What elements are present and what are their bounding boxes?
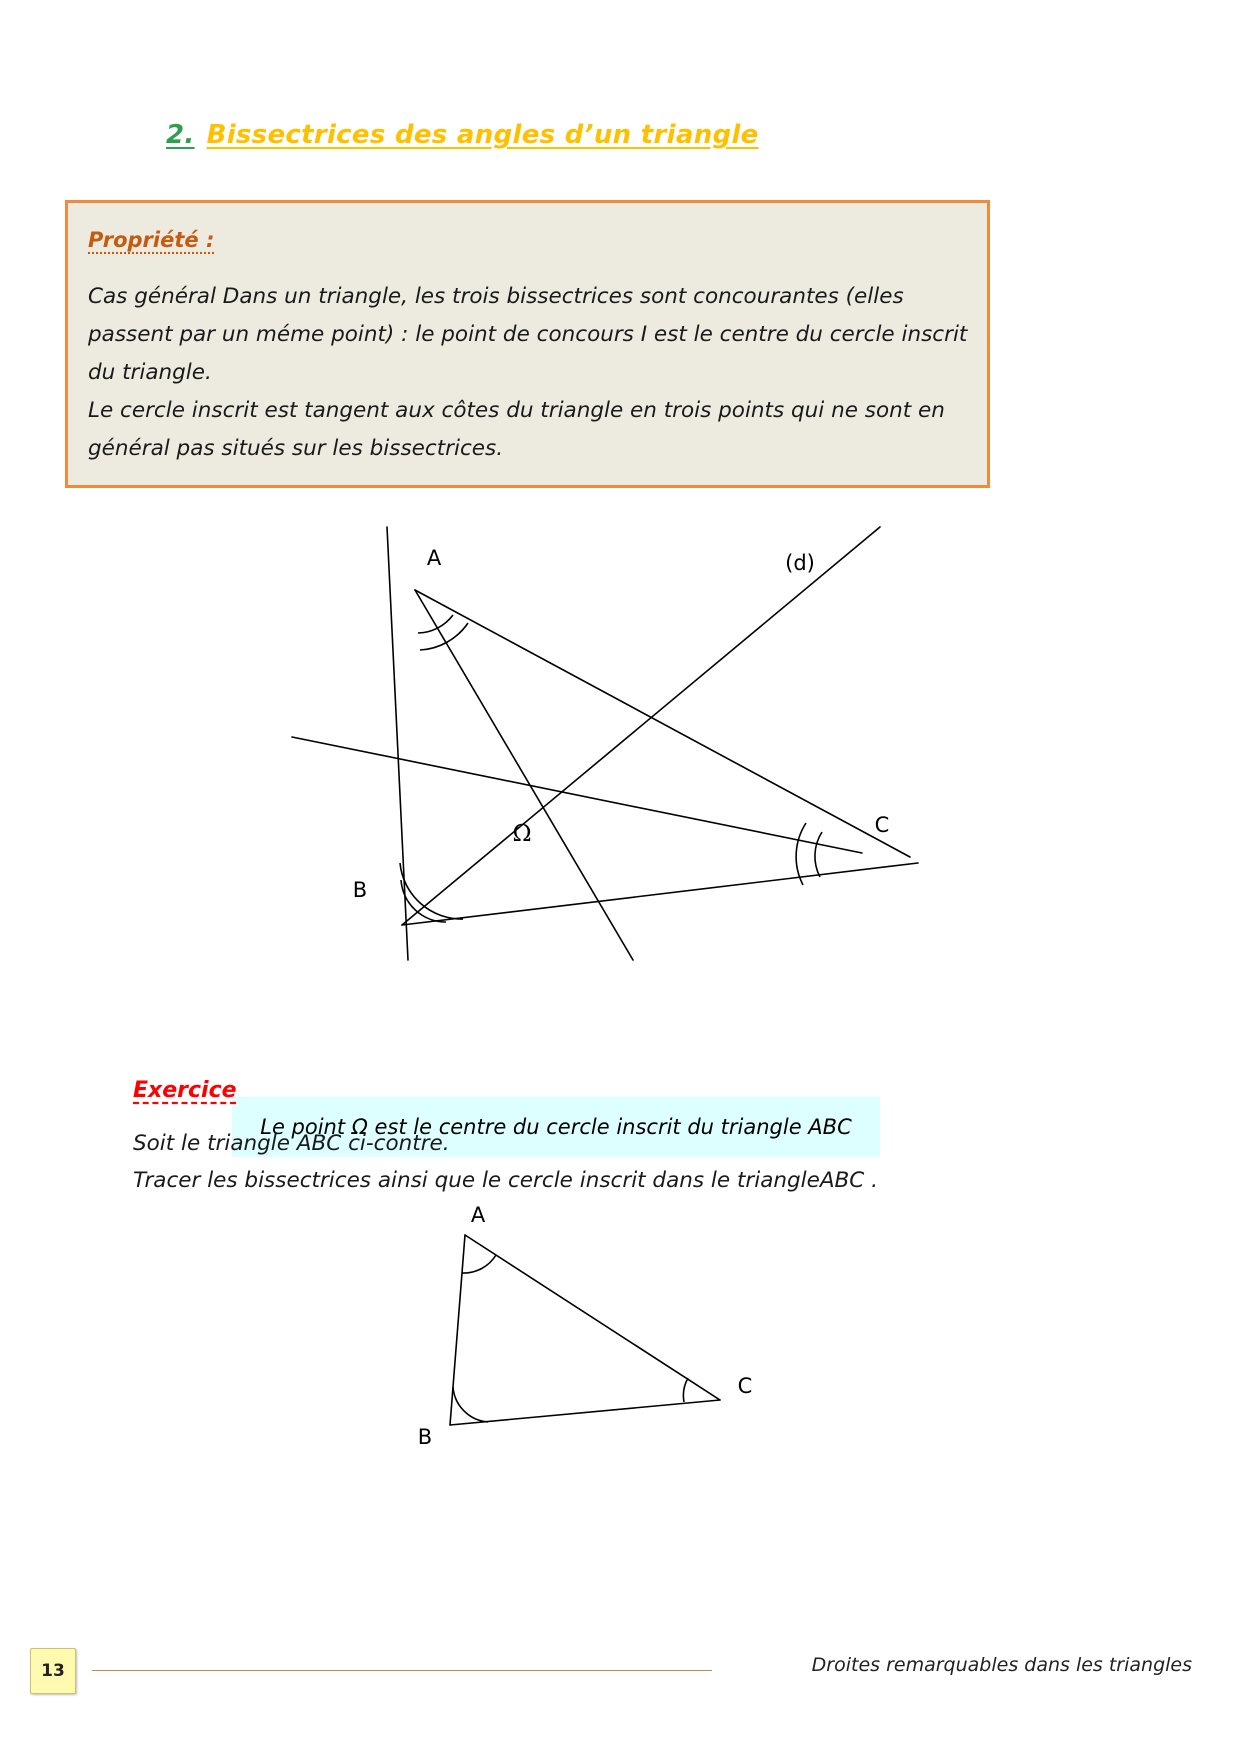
exercise-angle-arc-c — [683, 1378, 688, 1402]
main-geometry-figure — [250, 505, 970, 985]
property-paragraph-2: Le cercle inscrit est tangent aux côtes du triangle en trois points qui ne sont en général pas situés sur les bissectrices. — [88, 398, 945, 461]
exercise-label-b: B — [417, 1425, 433, 1449]
line-side-ac — [415, 590, 910, 857]
property-paragraph-1: Cas général Dans un triangle, les trois bissectrices sont concourantes (elles passent par un méme point) : le point de concours I est le centre du cercle inscrit du triangle. — [88, 284, 968, 385]
section-number: 2. — [166, 120, 195, 150]
footer-divider — [92, 1670, 712, 1671]
property-label: Propriété : — [88, 228, 215, 252]
main-figure-svg — [250, 505, 970, 985]
figure-label-omega: Ω — [512, 821, 532, 847]
bisector-from-b — [402, 527, 880, 925]
line-side-bc — [402, 863, 918, 925]
property-box — [65, 200, 990, 488]
figure-label-c: C — [874, 813, 890, 837]
exercise-side-ab — [450, 1235, 465, 1425]
exercise-angle-arc-b — [453, 1387, 488, 1422]
conclusion-note-text: Le point Ω est le centre du cercle inscrit du triangle ABC — [260, 1115, 852, 1139]
exercise-angle-arc-a — [462, 1255, 496, 1273]
exercise-paragraph-1: Soit le triangle ABC ci-contre. — [133, 1131, 450, 1156]
bisector-from-a — [415, 590, 633, 960]
angle-arc-c-inner — [815, 832, 822, 877]
angle-arc-a-outer — [420, 623, 468, 650]
property-body — [88, 278, 976, 468]
page-number-badge: 13 — [30, 1648, 76, 1694]
exercise-paragraph-2: Tracer les bissectrices ainsi que le cercle inscrit dans le triangleABC . — [133, 1168, 878, 1193]
exercise-side-ac — [465, 1235, 720, 1400]
exercise-figure-svg — [400, 1203, 820, 1460]
section-title-text: Bissectrices des angles d’un triangle — [206, 120, 759, 150]
exercise-side-bc — [450, 1400, 720, 1425]
page-footer — [0, 1640, 1240, 1720]
page-title — [166, 120, 759, 150]
exercise-geometry-figure — [400, 1203, 820, 1460]
figure-label-a: A — [426, 546, 442, 570]
angle-arc-c-outer — [796, 823, 806, 885]
angle-arc-b-outer — [400, 863, 463, 919]
exercise-label-c: C — [737, 1374, 753, 1398]
figure-label-line-d: (d) — [785, 551, 815, 575]
footer-title: Droites remarquables dans les triangles — [811, 1654, 1192, 1676]
exercise-body — [133, 1125, 993, 1199]
figure-label-b: B — [352, 878, 368, 902]
exercise-heading: Exercice — [133, 1078, 237, 1103]
exercise-label-a: A — [470, 1203, 486, 1227]
bisector-from-c — [292, 737, 862, 853]
